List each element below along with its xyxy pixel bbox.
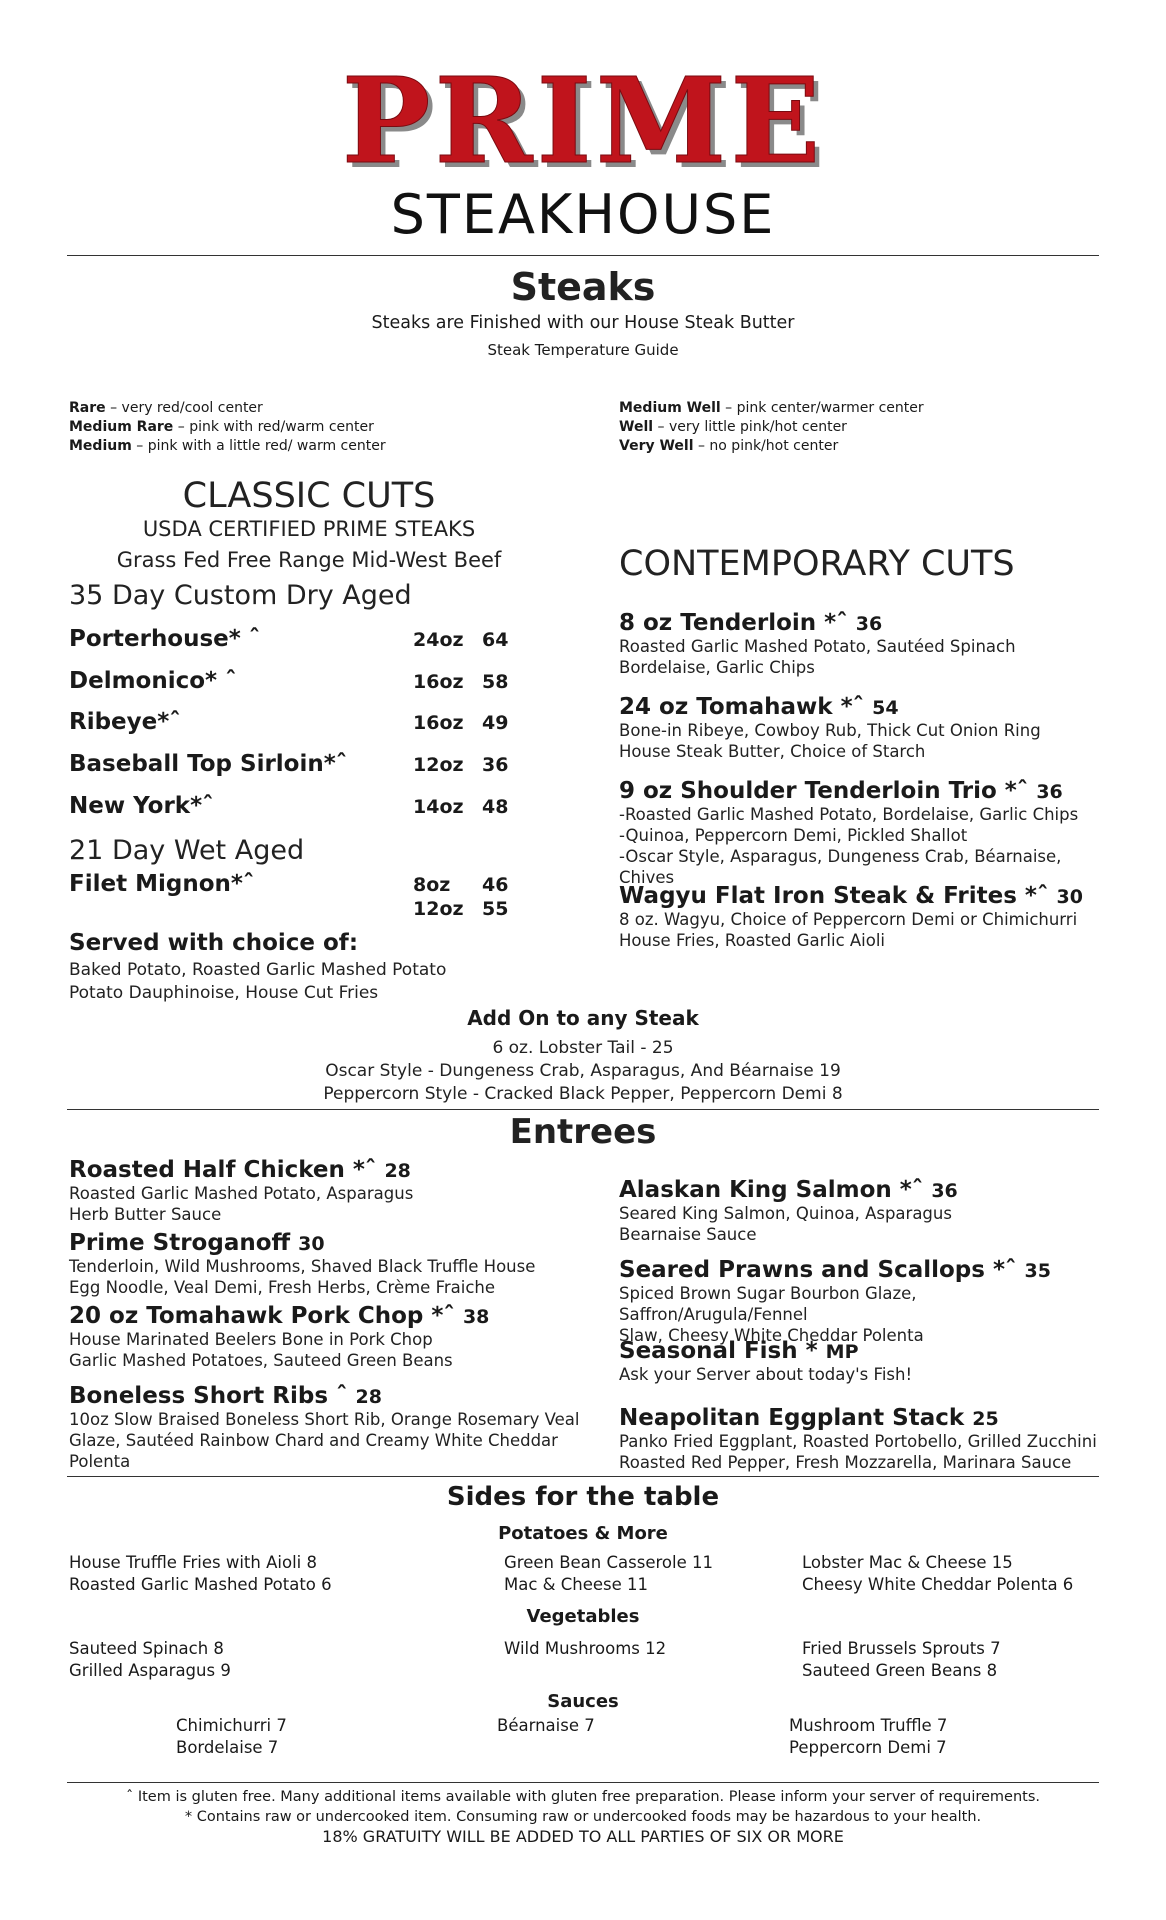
item-name: Neapolitan Eggplant Stack [619, 1405, 965, 1431]
item-name: 20 oz Tomahawk Pork Chop *ˆ [69, 1303, 455, 1329]
item-description: House Marinated Beelers Bone in Pork Chop Garlic Mashed Potatoes, Sauteed Green Beans [69, 1330, 453, 1370]
entrees-title: Entrees [509, 1112, 657, 1152]
side-list: Fried Brussels Sprouts 7 Sauteed Green Beans 8 [802, 1639, 1001, 1680]
steak-item-porterhouse [69, 626, 529, 656]
served-with-list: Baked Potato, Roasted Garlic Mashed Potato Potato Dauphinoise, House Cut Fries [69, 960, 447, 1003]
item-description: -Roasted Garlic Mashed Potato, Bordelaise, Garlic Chips -Quinoa, Peppercorn Demi, Pickled Shallot -Oscar Style, Asparagus, Dungeness Crab, Béarnaise, Chives [619, 805, 1079, 887]
item-name: Filet Mignon*ˆ [69, 871, 255, 897]
item-name: Boneless Short Ribs ˆ [69, 1383, 348, 1409]
divider [67, 255, 1099, 256]
item-name: Seasonal Fish * [619, 1338, 818, 1364]
item-name: Baseball Top Sirloin*ˆ [69, 751, 348, 777]
item-weight: 14oz [413, 796, 464, 818]
temp-item: Rare – very red/cool center [69, 400, 263, 416]
item-price: 36 [482, 754, 509, 776]
dry-aged-heading: 35 Day Custom Dry Aged [69, 580, 412, 611]
item-description: Spiced Brown Sugar Bourbon Glaze, Saffron/Arugula/Fennel Slaw, Cheesy White Cheddar Polenta [619, 1284, 924, 1345]
divider [67, 1782, 1099, 1783]
item-name: Ribeye*ˆ [69, 709, 181, 735]
item-price: MP [825, 1341, 859, 1363]
item-name: Alaskan King Salmon *ˆ [619, 1177, 924, 1203]
sides-title: Sides for the table [446, 1482, 720, 1512]
entree-item [69, 1383, 589, 1472]
item-name: 8 oz Tenderloin *ˆ [619, 610, 848, 636]
item-price: 49 [482, 712, 509, 734]
temp-item: Medium – pink with a little red/ warm center [69, 438, 386, 454]
addon-list: 6 oz. Lobster Tail - 25 Oscar Style - Dungeness Crab, Asparagus, And Béarnaise 19 Peppercorn Style - Cracked Black Pepper, Peppercorn Demi 8 [323, 1038, 843, 1104]
temp-item: Medium Rare – pink with red/warm center [69, 419, 374, 435]
temp-item: Medium Well – pink center/warmer center [619, 400, 924, 416]
item-price: 36 [931, 1180, 958, 1202]
item-weight: 12oz [413, 754, 464, 776]
item-description: Panko Fried Eggplant, Roasted Portobello, Grilled Zucchini Roasted Red Pepper, Fresh Mozzarella, Marinara Sauce [619, 1432, 1097, 1472]
gratuity-note: 18% GRATUITY WILL BE ADDED TO ALL PARTIES OF SIX OR MORE [322, 1827, 844, 1846]
item-description: 8 oz. Wagyu, Choice of Peppercorn Demi or Chimichurri House Fries, Roasted Garlic Aioli [619, 910, 1078, 950]
temp-guide-left [69, 399, 549, 456]
steak-item-new-york [69, 793, 529, 823]
wet-aged-heading: 21 Day Wet Aged [69, 835, 305, 866]
item-description: Roasted Garlic Mashed Potato, Asparagus Herb Butter Sauce [69, 1184, 414, 1224]
item-name: 9 oz Shoulder Tenderloin Trio *ˆ [619, 778, 1029, 804]
side-list: Wild Mushrooms 12 [504, 1639, 667, 1658]
item-name: Roasted Half Chicken *ˆ [69, 1157, 377, 1183]
steaks-subtitle: Steaks are Finished with our House Steak Butter [371, 313, 795, 333]
item-description: Bone-in Ribeye, Cowboy Rub, Thick Cut Onion Ring House Steak Butter, Choice of Starch [619, 721, 1041, 761]
side-list: Lobster Mac & Cheese 15 Cheesy White Cheddar Polenta 6 [802, 1553, 1074, 1594]
steak-item-sirloin [69, 751, 529, 781]
item-name: Wagyu Flat Iron Steak & Frites *ˆ [619, 883, 1049, 909]
item-price: 28 [384, 1160, 411, 1182]
contemporary-item [619, 610, 1099, 678]
vegetables-heading: Vegetables [526, 1606, 640, 1627]
item-price: 36 [855, 613, 883, 635]
gluten-free-note: ˆ Item is gluten free. Many additional items available with gluten free preparation. Please inform your server of requirements. [125, 1789, 1041, 1805]
steak-item-delmonico [69, 668, 529, 698]
item-price: 64 [482, 629, 509, 651]
item-description: Tenderloin, Wild Mushrooms, Shaved Black Truffle House Egg Noodle, Veal Demi, Fresh Herbs, Crème Fraiche [69, 1257, 536, 1297]
potatoes-heading: Potatoes & More [498, 1523, 668, 1544]
temp-guide-title: Steak Temperature Guide [487, 341, 679, 359]
addon-title: Add On to any Steak [467, 1006, 699, 1030]
entree-item [619, 1338, 1099, 1385]
steak-item-ribeye [69, 709, 529, 739]
contemporary-item [619, 694, 1099, 762]
item-price: 30 [1056, 886, 1083, 908]
item-weight: 16oz [413, 712, 464, 734]
served-with-title: Served with choice of: [69, 930, 359, 956]
classic-cuts-title: CLASSIC CUTS [182, 476, 436, 516]
item-price: 25 [972, 1408, 999, 1430]
item-description: Ask your Server about today's Fish! [619, 1365, 913, 1384]
item-name: Seared Prawns and Scallops *ˆ [619, 1257, 1017, 1283]
temp-guide-right [619, 399, 1099, 456]
entree-item [69, 1303, 589, 1371]
item-price: 58 [482, 671, 509, 693]
side-list: Sauteed Spinach 8 Grilled Asparagus 9 [69, 1639, 231, 1680]
item-weight: 16oz [413, 671, 464, 693]
item-description: Seared King Salmon, Quinoa, Asparagus Bearnaise Sauce [619, 1204, 952, 1244]
side-list: House Truffle Fries with Aioli 8 Roasted Garlic Mashed Potato 6 [69, 1553, 332, 1594]
item-price: 36 [1036, 781, 1063, 803]
item-description: 10oz Slow Braised Boneless Short Rib, Orange Rosemary Veal Glaze, Sautéed Rainbow Chard and Creamy White Cheddar Polenta [69, 1410, 580, 1471]
item-name: Prime Stroganoff [69, 1230, 291, 1256]
item-weight: 8oz [413, 874, 451, 896]
brand-logo: PRIME [341, 51, 825, 190]
entree-item [69, 1157, 589, 1225]
item-price: 48 [482, 796, 509, 818]
item-price: 46 [482, 874, 509, 896]
divider [67, 1109, 1099, 1110]
temp-item: Very Well – no pink/hot center [619, 438, 839, 454]
entree-item [619, 1405, 1099, 1473]
contemporary-item [619, 883, 1099, 951]
brand-subtitle: STEAKHOUSE [390, 183, 776, 246]
sauce-list: Mushroom Truffle 7 Peppercorn Demi 7 [789, 1716, 948, 1757]
classic-cuts-line1: USDA CERTIFIED PRIME STEAKS [142, 517, 476, 541]
item-name: Delmonico* ˆ [69, 668, 237, 694]
item-weight: 24oz [413, 629, 464, 651]
item-price: 38 [462, 1306, 490, 1328]
entree-item [619, 1177, 1099, 1245]
entree-item [69, 1230, 589, 1298]
item-price: 35 [1024, 1260, 1051, 1282]
item-name: 24 oz Tomahawk *ˆ [619, 694, 865, 720]
classic-cuts-line2: Grass Fed Free Range Mid-West Beef [116, 548, 502, 572]
divider [67, 1476, 1099, 1477]
item-name: New York*ˆ [69, 793, 214, 819]
sauce-list: Chimichurri 7 Bordelaise 7 [176, 1716, 287, 1757]
sauce-list: Béarnaise 7 [497, 1716, 595, 1735]
item-name: Porterhouse* ˆ [69, 626, 261, 652]
sauces-heading: Sauces [547, 1691, 619, 1712]
raw-food-warning: * Contains raw or undercooked item. Consuming raw or undercooked foods may be hazardous to your health. [184, 1809, 982, 1825]
item-price: 54 [872, 697, 899, 719]
side-list: Green Bean Casserole 11 Mac & Cheese 11 [504, 1553, 713, 1594]
item-weight: 12oz [413, 898, 464, 920]
entree-item [619, 1257, 1099, 1346]
item-description: Roasted Garlic Mashed Potato, Sautéed Spinach Bordelaise, Garlic Chips [619, 637, 1016, 677]
steak-item-filet [69, 871, 529, 923]
temp-item: Well – very little pink/hot center [619, 419, 847, 435]
item-price: 55 [482, 898, 509, 920]
item-price: 30 [298, 1233, 325, 1255]
item-price: 28 [355, 1386, 382, 1408]
contemporary-cuts-title: CONTEMPORARY CUTS [619, 544, 1015, 584]
contemporary-item [619, 778, 1099, 888]
steaks-title: Steaks [510, 265, 656, 309]
